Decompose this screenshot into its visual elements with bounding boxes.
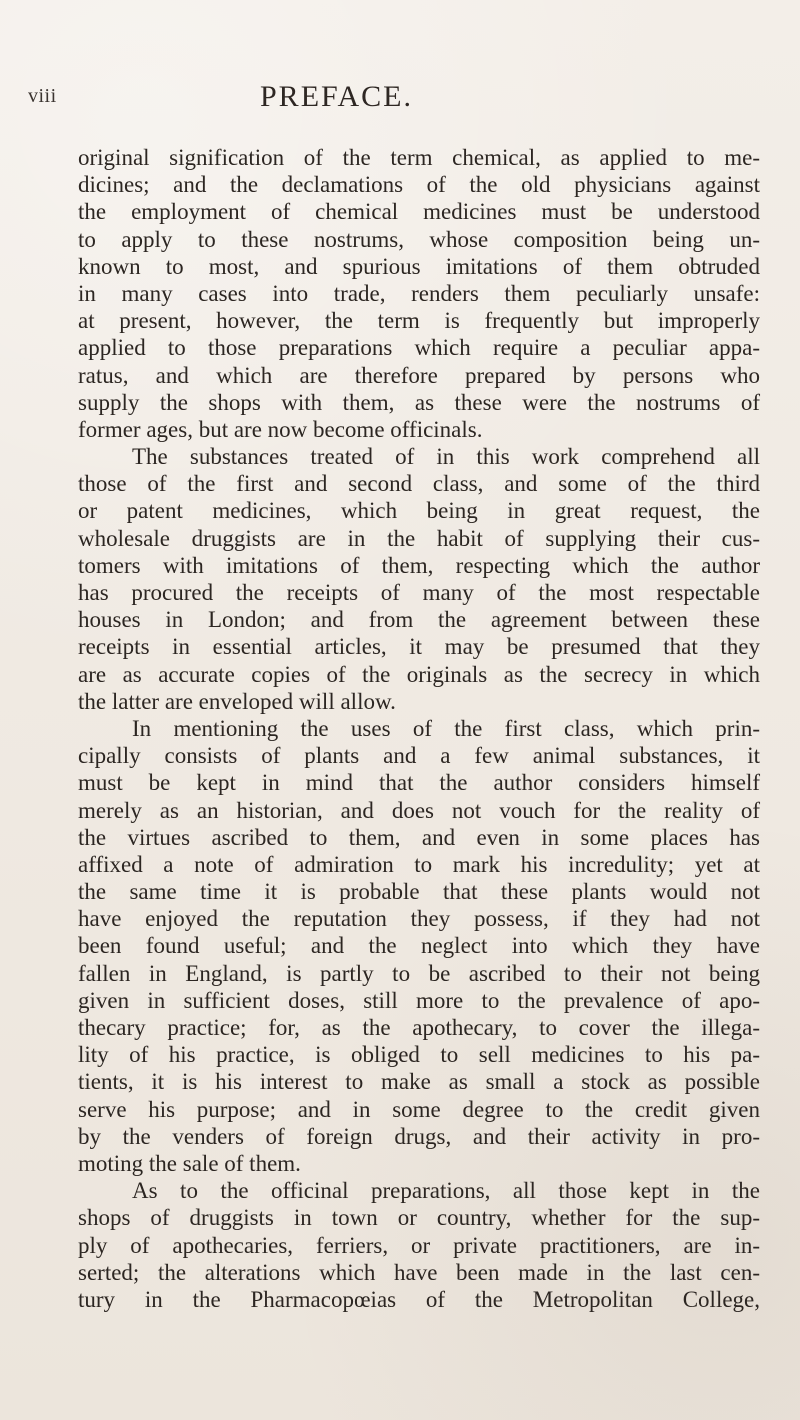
text-line-40: shops of druggists in town or country, whether for the sup- [78,1205,760,1231]
text-line-10: supply the shops with them, as these were the nostrums of [78,389,760,415]
running-head: PREFACE. [260,80,413,113]
text-line-26: the virtues ascribed to them, and even in some places has [78,824,760,850]
text-line-16: tomers with imitations of them, respecting which the author [78,552,760,578]
text-line-4: to apply to these nostrums, whose composition being un- [78,226,760,252]
text-line-29: have enjoyed the reputation they possess, if they had not [78,906,760,932]
text-line-2: dicines; and the declamations of the old physicians against [78,172,760,198]
text-line-30: been found useful; and the neglect into which they have [78,933,760,959]
text-line-8: applied to those preparations which require a peculiar appa- [78,335,760,361]
text-line-14: or patent medicines, which being in great request, the [78,498,760,524]
text-line-43: tury in the Pharmacopœias of the Metropolitan College, [78,1286,760,1312]
text-line-11: former ages, but are now become officinals. [78,416,483,442]
text-line-27: affixed a note of admiration to mark his incredulity; yet at [78,851,760,877]
text-line-1: original signification of the term chemical, as applied to me- [78,145,760,170]
text-line-5: known to most, and spurious imitations of them obtruded [78,253,760,279]
text-line-23: cipally consists of plants and a few animal substances, it [78,743,760,769]
page-header [28,80,734,114]
text-line-22: In mentioning the uses of the first class, which prin- [132,715,760,741]
text-line-42: serted; the alterations which have been made in the last cen- [78,1259,760,1285]
text-line-13: those of the first and second class, and some of the third [78,471,760,497]
text-line-19: receipts in essential articles, it may be presumed that they [78,634,760,660]
text-line-7: at present, however, the term is frequently but improperly [78,308,760,334]
text-line-32: given in sufficient doses, still more to the prevalence of apo- [78,987,760,1013]
text-line-28: the same time it is probable that these plants would not [78,879,760,905]
text-line-38: moting the sale of them. [78,1150,301,1176]
text-line-24: must be kept in mind that the author considers himself [78,770,760,796]
text-line-3: the employment of chemical medicines must be understood [78,199,760,225]
text-line-39: As to the officinal preparations, all those kept in the [132,1178,760,1204]
text-line-12: The substances treated of in this work comprehend all [132,444,760,470]
text-line-35: tients, it is his interest to make as small a stock as possible [78,1069,760,1095]
text-line-21: the latter are enveloped will allow. [78,688,396,714]
text-line-18: houses in London; and from the agreement between these [78,607,760,633]
text-line-33: thecary practice; for, as the apothecary, to cover the illega- [78,1015,760,1040]
text-line-36: serve his purpose; and in some degree to the credit given [78,1096,760,1122]
preface-text [78,144,760,1313]
text-line-15: wholesale druggists are in the habit of supplying their cus- [78,525,760,551]
text-line-17: has procured the receipts of many of the most respectable [78,580,760,605]
text-line-9: ratus, and which are therefore prepared by persons who [78,362,760,388]
text-line-41: ply of apothecaries, ferriers, or private practitioners, are in- [78,1232,760,1258]
text-line-6: in many cases into trade, renders them peculiarly unsafe: [78,280,760,306]
page-number: viii [28,85,57,107]
text-line-31: fallen in England, is partly to be ascribed to their not being [78,960,760,986]
text-line-37: by the venders of foreign drugs, and their activity in pro- [78,1123,760,1149]
text-line-20: are as accurate copies of the originals as the secrecy in which [78,661,760,687]
text-line-34: lity of his practice, is obliged to sell medicines to his pa- [78,1042,760,1068]
text-line-25: merely as an historian, and does not vouch for the reality of [78,797,760,823]
